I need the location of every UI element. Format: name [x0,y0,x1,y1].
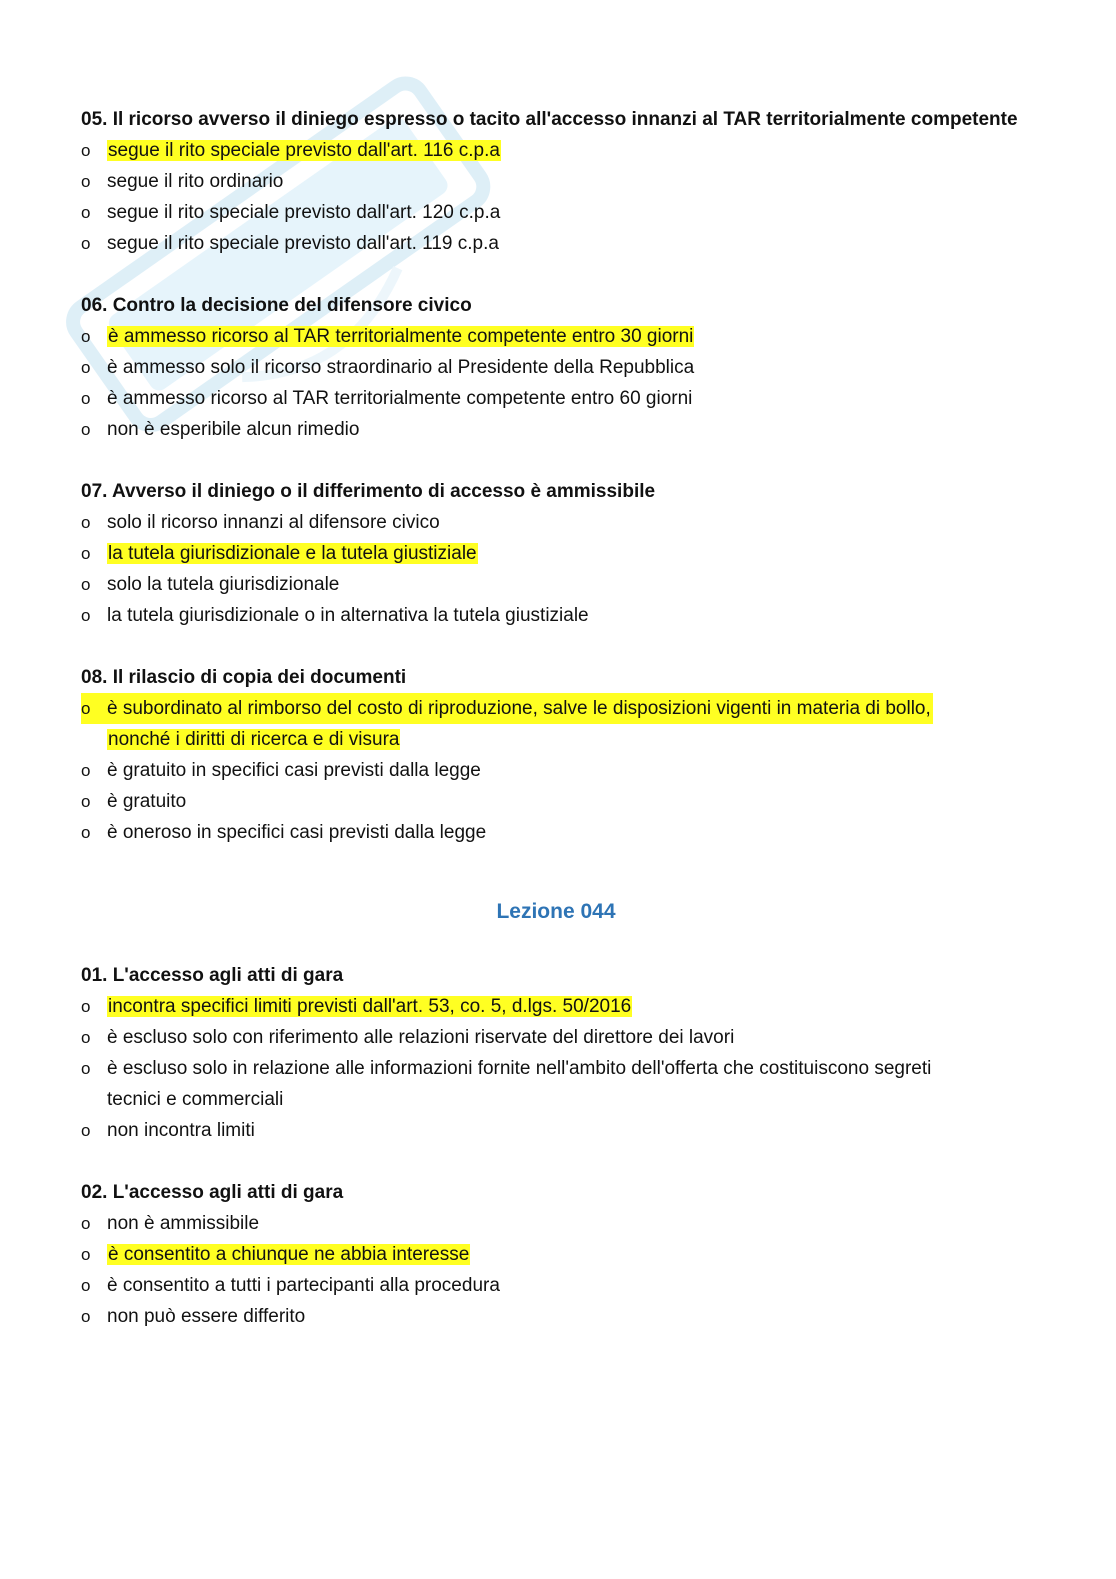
answer-text: è gratuito [107,791,187,812]
answer-text: segue il rito ordinario [107,171,284,192]
answer-text: è subordinato al rimborso del costo di riproduzione, salve le disposizioni vigenti in materia di bollo, [107,698,931,719]
answer-option-correct [81,135,1041,166]
answer-option [81,1208,1041,1239]
question-title: 07. Avverso il diniego o il differimento di accesso è ammissibile [81,481,656,502]
answer-option [81,228,1041,259]
answer-text: la tutela giurisdizionale e la tutela giustiziale [108,543,477,564]
bullet-icon: o [81,327,91,346]
bullet-icon: o [81,997,91,1016]
answer-text-continued: nonché i diritti di ricerca e di visura [108,729,400,750]
answer-text: solo il ricorso innanzi al difensore civico [107,512,440,533]
bullet-icon: o [81,172,91,191]
answer-text: solo la tutela giurisdizionale [107,574,340,595]
question-title: 02. L'accesso agli atti di gara [81,1182,344,1203]
answer-text: è gratuito in specifici casi previsti dalla legge [107,760,481,781]
bullet-icon: o [81,1121,91,1140]
lesson-heading: Lezione 044 [496,900,616,923]
answer-text: non incontra limiti [107,1120,255,1141]
bullet-icon: o [81,389,91,408]
answer-option [81,1022,1041,1053]
question-block [81,960,1041,1146]
bullet-icon: o [81,575,91,594]
answer-option [81,352,1041,383]
answer-option [81,414,1041,445]
question-title: 08. Il rilascio di copia dei documenti [81,667,407,688]
answer-text: è ammesso ricorso al TAR territorialmente competente entro 30 giorni [108,326,694,347]
answer-option [81,1053,1041,1115]
bullet-icon: o [81,358,91,377]
bullet-icon: o [81,420,91,439]
answer-option [81,569,1041,600]
answer-option [81,817,1041,848]
answer-text: segue il rito speciale previsto dall'art. 116 c.p.a [108,140,500,161]
bullet-icon: o [81,1307,91,1326]
document-body [81,104,1041,1363]
answer-text: non è esperibile alcun rimedio [107,419,360,440]
answer-option [81,1115,1041,1146]
answer-option [81,1270,1041,1301]
answer-option-correct [81,321,1041,352]
question-title: 05. Il ricorso avverso il diniego espresso o tacito all'accesso innanzi al TAR territorialmente competente [81,109,1018,130]
answer-option [81,1301,1041,1332]
bullet-icon: o [81,203,91,222]
answer-text: è escluso solo in relazione alle informazioni fornite nell'ambito dell'offerta che costituiscono segreti [107,1058,932,1079]
question-block [81,476,1041,631]
answer-text: è consentito a chiunque ne abbia interesse [108,1244,470,1265]
answer-option-correct [81,693,1041,755]
answer-text: è oneroso in specifici casi previsti dalla legge [107,822,487,843]
answer-option [81,507,1041,538]
question-title: 01. L'accesso agli atti di gara [81,965,344,986]
question-block [81,104,1041,259]
bullet-icon: o [81,513,91,532]
bullet-icon: o [81,1059,91,1078]
bullet-icon: o [81,761,91,780]
bullet-icon: o [81,1245,91,1264]
answer-text: incontra specifici limiti previsti dall'art. 53, co. 5, d.lgs. 50/2016 [108,996,632,1017]
answer-option-correct [81,538,1041,569]
answer-option [81,383,1041,414]
answer-option [81,786,1041,817]
answer-text: segue il rito speciale previsto dall'art. 120 c.p.a [107,202,501,223]
answer-option [81,197,1041,228]
bullet-icon: o [81,1276,91,1295]
answer-text-continued: tecnici e commerciali [107,1089,284,1110]
bullet-icon: o [81,606,91,625]
bullet-icon: o [81,1214,91,1233]
answer-option [81,600,1041,631]
question-block [81,662,1041,848]
answer-text: è escluso solo con riferimento alle relazioni riservate del direttore dei lavori [107,1027,735,1048]
answer-text: la tutela giurisdizionale o in alternativa la tutela giustiziale [107,605,589,626]
bullet-icon: o [81,1028,91,1047]
answer-text: è consentito a tutti i partecipanti alla procedura [107,1275,500,1296]
answer-option-correct [81,991,1041,1022]
bullet-icon: o [81,792,91,811]
answer-text: segue il rito speciale previsto dall'art. 119 c.p.a [107,233,499,254]
bullet-icon: o [81,544,91,563]
bullet-icon: o [81,141,91,160]
bullet-icon: o [81,699,91,718]
question-block [81,1177,1041,1332]
answer-text: non può essere differito [107,1306,306,1327]
answer-text: è ammesso solo il ricorso straordinario al Presidente della Repubblica [107,357,695,378]
answer-option [81,755,1041,786]
question-block [81,290,1041,445]
question-title: 06. Contro la decisione del difensore civico [81,295,472,316]
answer-text: non è ammissibile [107,1213,260,1234]
bullet-icon: o [81,823,91,842]
answer-text: è ammesso ricorso al TAR territorialmente competente entro 60 giorni [107,388,693,409]
bullet-icon: o [81,234,91,253]
answer-option-correct [81,1239,1041,1270]
answer-option [81,166,1041,197]
